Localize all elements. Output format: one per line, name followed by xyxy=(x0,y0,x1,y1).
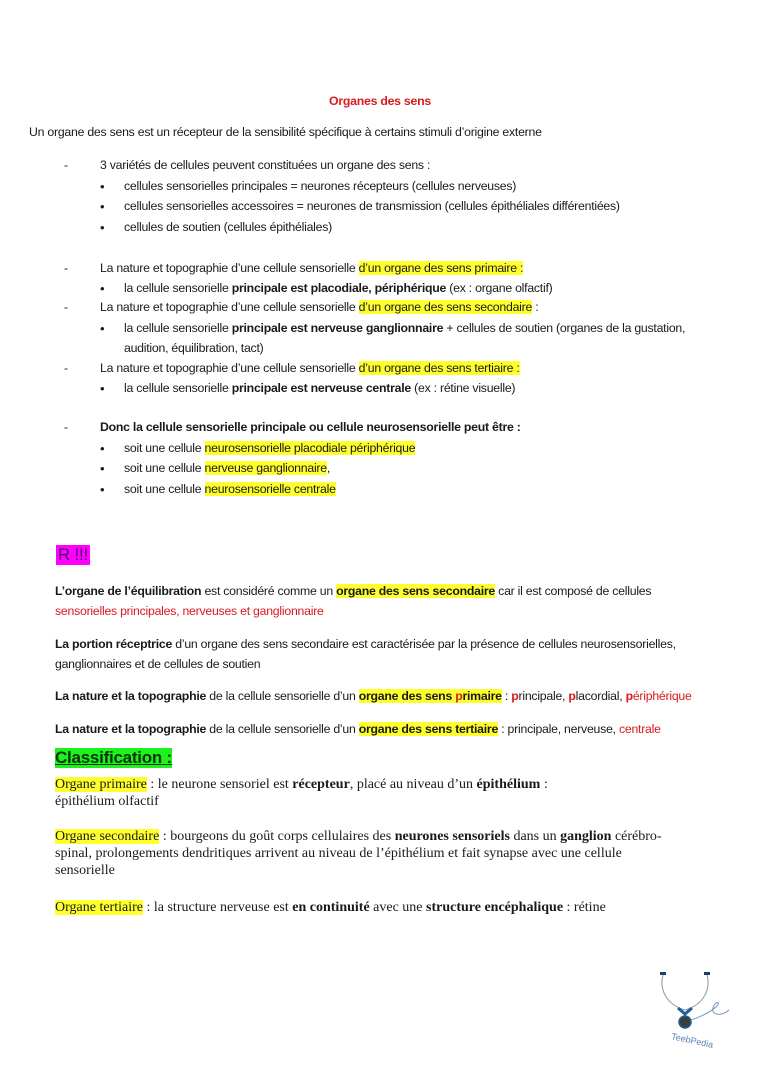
item-pre: la cellule sensorielle xyxy=(124,321,232,335)
text: : principale, nerveuse, xyxy=(498,722,619,736)
classification-primaire-line2: épithélium olfactif xyxy=(55,794,159,809)
dash-marker: - xyxy=(64,300,68,314)
red-letter: p xyxy=(568,689,576,703)
lead-text: La nature et topographie d’une cellule sensorielle xyxy=(100,300,359,314)
nature-primaire-lead xyxy=(100,261,523,275)
bold-text: L’organe de l’équilibration xyxy=(55,584,202,598)
donc-lead: Donc la cellule sensorielle principale ou cellule neurosensorielle peut être : xyxy=(100,420,521,434)
text: car il est composé de cellules xyxy=(495,584,652,598)
intro-text: Un organe des sens est un récepteur de la sensibilité spécifique à certains stimuli d’origine externe xyxy=(29,125,542,139)
remark-marker: R !!! xyxy=(58,545,88,564)
red-text: centrale xyxy=(618,722,661,736)
topo-tertiaire-paragraph xyxy=(55,722,661,736)
text: : la structure nerveuse est xyxy=(142,900,293,915)
item-post: , xyxy=(326,461,331,475)
dash-marker: - xyxy=(64,261,68,275)
nature-tertiaire-lead xyxy=(100,361,520,375)
text: de la cellule sensorielle d’un xyxy=(206,689,359,703)
bold-text: ganglion xyxy=(560,829,612,844)
highlight-text: organe des sens secondaire xyxy=(336,584,495,598)
list-item: cellules sensorielles principales = neurones récepteurs (cellules nerveuses) xyxy=(124,179,517,193)
list-item xyxy=(124,461,330,475)
list-item xyxy=(124,281,552,295)
bullet-icon: • xyxy=(100,199,105,214)
page-title: Organes des sens xyxy=(329,94,431,108)
bold-text: neurones sensoriels xyxy=(394,829,510,844)
classification-secondaire-line2: spinal, prolongements dendritiques arrivent au niveau de l’épithélium et fait synapse avec une cellule xyxy=(55,846,622,861)
dash-marker: - xyxy=(64,361,68,375)
varieties-lead: 3 variétés de cellules peuvent constituées un organe des sens : xyxy=(100,158,431,172)
classification-heading: Classification : xyxy=(55,748,172,767)
bullet-icon: • xyxy=(100,220,105,235)
highlight-text: d’un organe des sens tertiaire : xyxy=(358,361,520,375)
classification-secondaire-line3: sensorielle xyxy=(55,863,115,878)
text: de la cellule sensorielle d’un xyxy=(206,722,359,736)
text: cérébro- xyxy=(611,829,662,844)
bullet-icon: • xyxy=(100,281,105,296)
text: dans un xyxy=(509,829,561,844)
dash-marker: - xyxy=(64,420,68,434)
bold-text: épithélium xyxy=(476,777,541,792)
text: : xyxy=(501,689,512,703)
list-item xyxy=(124,482,336,496)
item-post: + cellules de soutien (organes de la gustation, xyxy=(443,321,686,335)
text: : xyxy=(540,777,548,792)
list-item: cellules de soutien (cellules épithéliales) xyxy=(124,220,332,234)
item-post: (ex : rétine visuelle) xyxy=(411,381,516,395)
bold-text: en continuité xyxy=(292,900,370,915)
red-letter: p xyxy=(455,689,463,703)
text: avec une xyxy=(369,900,427,915)
list-item: cellules sensorielles accessoires = neurones de transmission (cellules épithéliales différentiées) xyxy=(124,199,620,213)
bullet-icon: • xyxy=(100,482,105,497)
item-pre: soit une cellule xyxy=(124,461,205,475)
highlight-text: d’un organe des sens secondaire xyxy=(358,300,533,314)
highlight-text: organe des sens tertiaire xyxy=(358,722,499,736)
highlight-text xyxy=(359,689,502,703)
text: est considéré comme un xyxy=(201,584,337,598)
highlight-text: d’un organe des sens primaire : xyxy=(358,261,524,275)
item-pre: la cellule sensorielle xyxy=(124,381,232,395)
text: : bourgeons du goût corps cellulaires des xyxy=(159,829,395,844)
classification-secondaire xyxy=(55,829,662,845)
item-bold: principale est nerveuse ganglionnaire xyxy=(231,321,444,335)
item-pre: soit une cellule xyxy=(124,441,205,455)
bold-text: La portion réceptrice xyxy=(55,637,173,651)
item-pre: soit une cellule xyxy=(124,482,205,496)
highlight-text: neurosensorielle placodiale périphérique xyxy=(204,441,416,455)
lead-text: La nature et topographie d’une cellule sensorielle xyxy=(100,261,359,275)
portion-paragraph xyxy=(55,637,676,651)
highlight-text: neurosensorielle centrale xyxy=(204,482,336,496)
classification-primaire xyxy=(55,777,548,793)
red-letter: p xyxy=(511,689,519,703)
highlight-label: Organe tertiaire xyxy=(55,900,143,915)
bold-text: La nature et la topographie xyxy=(55,689,207,703)
bullet-icon: • xyxy=(100,179,105,194)
highlight-label: Organe primaire xyxy=(55,777,147,792)
text: organe des sens xyxy=(358,689,456,703)
bullet-icon: • xyxy=(100,381,105,396)
text: rimaire xyxy=(462,689,502,703)
portion-line2: ganglionnaires et de cellules de soutien xyxy=(55,657,261,671)
bold-text: récepteur xyxy=(292,777,350,792)
text: d’un organe des sens secondaire est caractérisée par la présence de cellules neurosensorielles, xyxy=(172,637,676,651)
highlight-text: nerveuse ganglionnaire xyxy=(204,461,327,475)
red-text: ériphérique xyxy=(632,689,692,703)
text: : le neurone sensoriel est xyxy=(146,777,293,792)
logo-text: TeebPedia xyxy=(670,1031,715,1050)
text: , placé au niveau d’un xyxy=(349,777,477,792)
red-letter: p xyxy=(625,689,633,703)
stethoscope-icon xyxy=(645,960,735,1050)
teebpedia-logo xyxy=(645,960,735,1050)
item-bold: principale est nerveuse centrale xyxy=(231,381,411,395)
item-bold: principale est placodiale, périphérique xyxy=(231,281,447,295)
nature-secondaire-lead xyxy=(100,300,538,314)
list-item xyxy=(124,441,415,455)
bullet-icon: • xyxy=(100,321,105,336)
list-item-continuation: audition, équilibration, tact) xyxy=(124,341,264,355)
text: lacordial, xyxy=(575,689,626,703)
bullet-icon: • xyxy=(100,461,105,476)
dash-marker: - xyxy=(64,158,68,172)
equilibration-paragraph xyxy=(55,584,651,598)
text: rincipale, xyxy=(518,689,569,703)
list-item xyxy=(124,381,515,395)
bold-text: structure encéphalique xyxy=(426,900,564,915)
equilibration-line2: sensorielles principales, nerveuses et ganglionnaire xyxy=(55,604,324,618)
classification-tertiaire xyxy=(55,900,606,916)
bold-text: La nature et la topographie xyxy=(55,722,207,736)
topo-primaire-paragraph xyxy=(55,689,692,703)
lead-text: La nature et topographie d’une cellule sensorielle xyxy=(100,361,359,375)
lead-after: : xyxy=(532,300,539,314)
list-item xyxy=(124,321,685,335)
bullet-icon: • xyxy=(100,441,105,456)
highlight-label: Organe secondaire xyxy=(55,829,160,844)
item-post: (ex : organe olfactif) xyxy=(446,281,553,295)
item-pre: la cellule sensorielle xyxy=(124,281,232,295)
text: : rétine xyxy=(563,900,606,915)
